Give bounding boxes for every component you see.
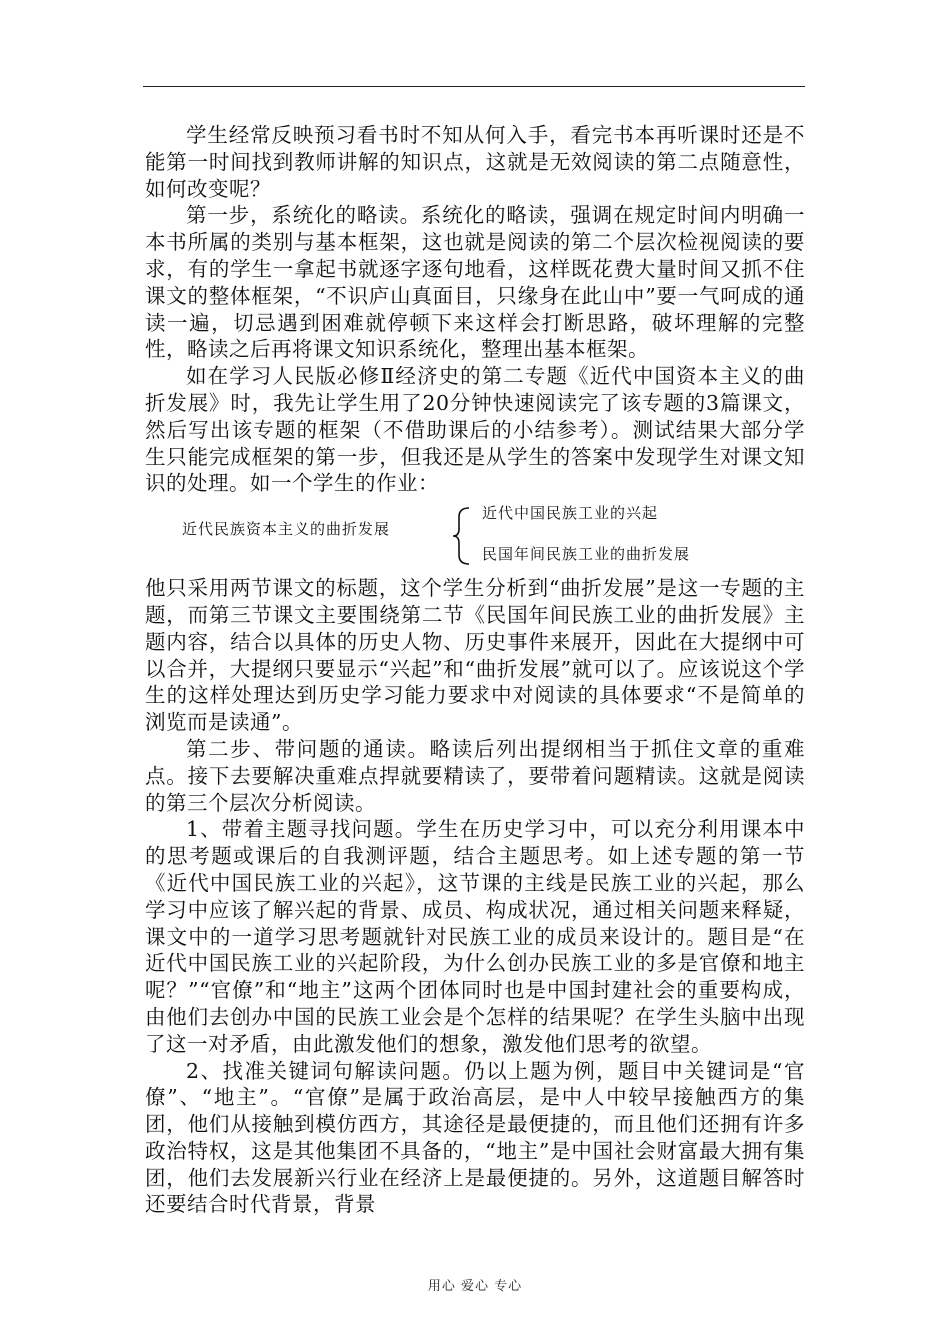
paragraph: 第一步，系统化的略读。系统化的略读，强调在规定时间内明确一本书所属的类别与基本框架，这也就是阅读的第二个层次检视阅读的要求，有的学生一拿起书就逐字逐句地看，这样既花费大量时间又抓不住课文的整体框架，“不识庐山真面目，只缘身在此山中”要一气呵成的通读一遍，切忌遇到困难就停顿下来这样会打断思路，破坏理解的完整性，略读之后再将课文知识系统化，整理出基本框架。 [145,203,805,362]
document-body [145,122,805,1218]
paragraph: 2、找准关键词句解读问题。仍以上题为例，题目中关键词是“官僚”、“地主”。“官僚”是属于政治高层，是中人中较早接触西方的集团，他们从接触到模仿西方，其途径是最便捷的，而且他们还拥有许多政治特权，这是其他集团不具备的，“地主”是中国社会财富最大拥有集团，他们去发展新兴行业在经济上是最便捷的。另外，这道题目解答时还要结合时代背景，背景 [145,1058,805,1217]
brace-icon [449,505,475,567]
paragraph: 如在学习人民版必修Ⅱ经济史的第二专题《近代中国资本主义的曲折发展》时，我先让学生用了20分钟快速阅读完了该专题的3篇课文，然后写出该专题的框架（不借助课后的小结参考）。测试结果大部分学生只能完成框架的第一步，但我还是从学生的答案中发现学生对课文知识的处理。如一个学生的作业： [145,364,805,496]
outline-root: 近代民族资本主义的曲折发展 [182,520,391,539]
outline-item: 民国年间民族工业的曲折发展 [482,545,691,564]
paragraph: 学生经常反映预习看书时不知从何入手，看完书本再听课时还是不能第一时间找到教师讲解的知识点，这就是无效阅读的第二点随意性，如何改变呢？ [145,123,805,201]
page-footer: 用心 爱心 专心 [427,1279,523,1294]
outline-item: 近代中国民族工业的兴起 [482,504,659,523]
paragraph: 1、带着主题寻找问题。学生在历史学习中，可以充分利用课本中的思考题或课后的自我测评题，结合主题思考。如上述专题的第一节《近代中国民族工业的兴起》，这节课的主线是民族工业的兴起，那么学习中应该了解兴起的背景、成员、构成状况，通过相关问题来释疑，课文中的一道学习思考题就针对民族工业的成员来设计的。题目是“在近代中国民族工业的兴起阶段，为什么创办民族工业的多是官僚和地主呢？”“官僚”和“地主”这两个团体同时也是中国封建社会的重要构成，由他们去创办中国的民族工业会是个怎样的结果呢？在学生头脑中出现了这一对矛盾，由此激发他们的想象，激发他们思考的欲望。 [145,817,805,1056]
paragraph: 他只采用两节课文的标题，这个学生分析到“曲折发展”是这一专题的主题，而第三节课文主要围绕第二节《民国年间民族工业的曲折发展》主题内容，结合以具体的历史人物、历史事件来展开，因此在大提纲中可以合并，大提纲只要显示“兴起”和“曲折发展”就可以了。应该说这个学生的这样处理达到历史学习能力要求中对阅读的具体要求“不是简单的浏览而是读通”。 [145,576,805,735]
header-rule [143,86,805,87]
student-outline [145,505,805,567]
paragraph: 第二步、带问题的通读。略读后列出提纲相当于抓住文章的重难点。接下去要解决重难点捍就要精读了，要带着问题精读。这就是阅读的第三个层次分析阅读。 [145,736,805,815]
